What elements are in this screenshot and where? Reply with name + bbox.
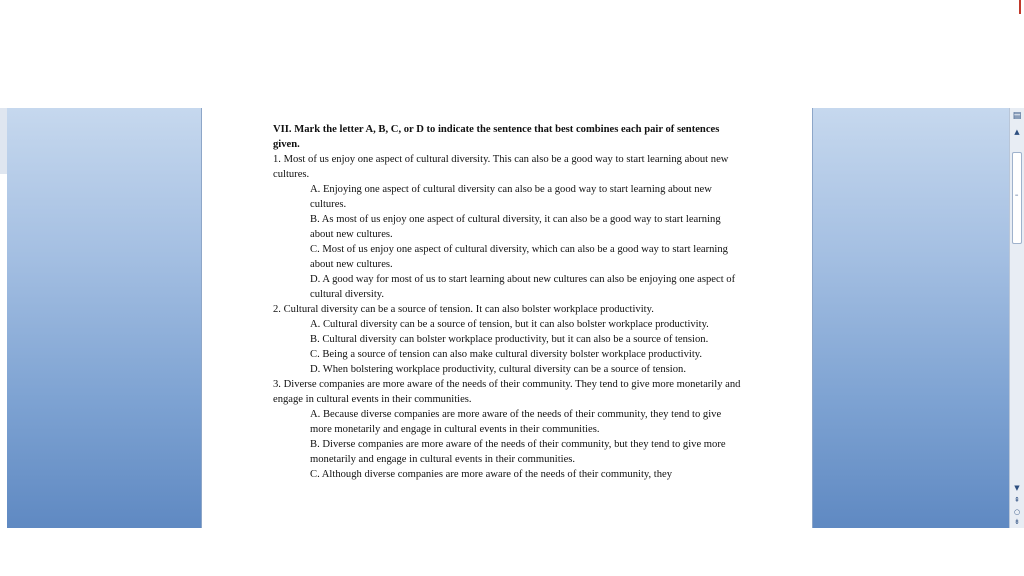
question-2-prompt: 2. Cultural diversity can be a source of tension. It can also bolster workplace productivity. [273, 304, 654, 315]
page-text[interactable] [273, 122, 743, 482]
document-page[interactable] [201, 108, 813, 528]
exercise-heading: VII. Mark the letter A, B, C, or D to indicate the sentence that best combines each pair of sentences given. [273, 124, 720, 150]
window-top-area [0, 0, 1024, 108]
vertical-scrollbar[interactable] [1009, 108, 1024, 528]
question-2-option-a: A. Cultural diversity can be a source of tension, but it can also bolster workplace productivity. [310, 319, 709, 330]
scroll-thumb[interactable] [1012, 152, 1022, 244]
scroll-up-button[interactable]: ▲ [1014, 128, 1020, 136]
question-2-option-d: D. When bolstering workplace productivity, cultural diversity can be a source of tension. [310, 364, 686, 375]
question-1-option-a: A. Enjoying one aspect of cultural diversity can also be a good way to start learning about new cultures. [310, 184, 712, 210]
scroll-down-button[interactable]: ▼ [1014, 484, 1020, 492]
question-3-prompt: 3. Diverse companies are more aware of the needs of their community. They tend to give more monetarily and engage in cultural events in their communities. [273, 379, 741, 405]
close-edge-mark [1019, 0, 1021, 14]
question-3-option-a: A. Because diverse companies are more aware of the needs of their community, they tend to give more monetarily and engage in cultural events in their communities. [310, 409, 722, 435]
question-1-option-b: B. As most of us enjoy one aspect of cultural diversity, it can also be a good way to start learning about new cultures. [310, 214, 721, 240]
question-1-prompt: 1. Most of us enjoy one aspect of cultural diversity. This can also be a good way to start learning about new cultures. [273, 154, 729, 180]
grip-icon: ≡ [1015, 193, 1019, 199]
question-2-option-b: B. Cultural diversity can bolster workplace productivity, but it can also be a source of tension. [310, 334, 709, 345]
question-1-option-d: D. A good way for most of us to start learning about new cultures can also be enjoying one aspect of cultural diversity. [310, 274, 736, 300]
question-1-option-c: C. Most of us enjoy one aspect of cultural diversity, which can also be a good way to start learning about new cultures. [310, 244, 728, 270]
question-2-option-c: C. Being a source of tension can also make cultural diversity bolster workplace productivity. [310, 349, 703, 360]
view-ruler-icon[interactable]: ▤ [1012, 111, 1022, 121]
select-browse-object-button[interactable]: ○ [1013, 508, 1021, 516]
left-edge-strip [0, 108, 7, 174]
question-3-option-c: C. Although diverse companies are more aware of the needs of their community, they [310, 469, 673, 480]
next-page-button[interactable]: ⇟ [1014, 518, 1020, 526]
question-3-option-b: B. Diverse companies are more aware of the needs of their community, but they tend to give more monetarily and engage in cultural events in their communities. [310, 439, 726, 465]
window-bottom-area [0, 528, 1024, 576]
previous-page-button[interactable]: ⇞ [1014, 496, 1020, 504]
